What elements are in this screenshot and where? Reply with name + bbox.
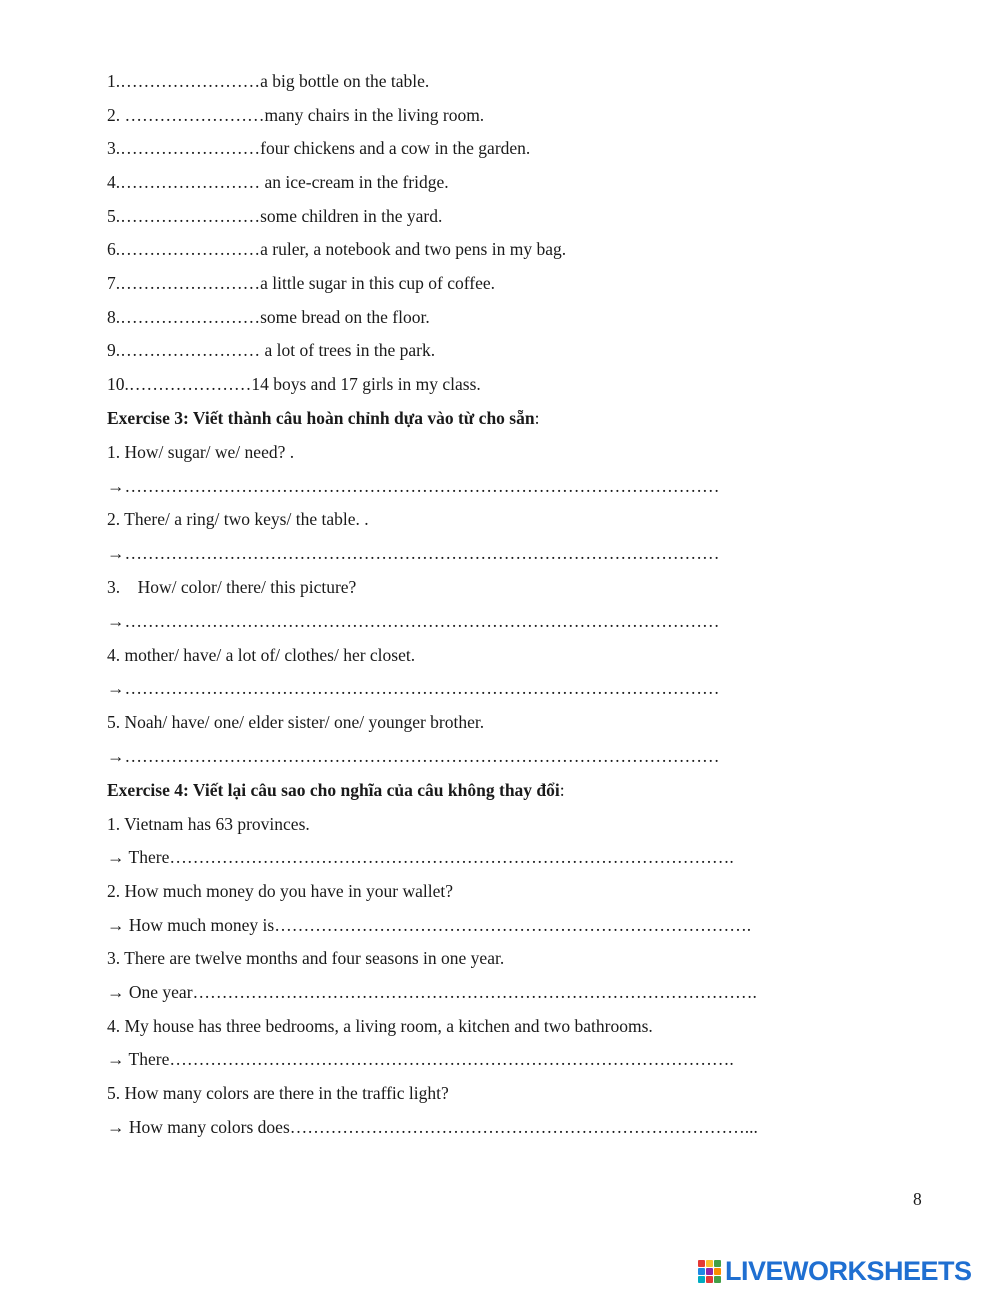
exercise4-prompt-3: 3. There are twelve months and four seasons in one year.: [107, 948, 505, 968]
logo-square: [706, 1276, 713, 1283]
exercise4-prompt-2: 2. How much money do you have in your wallet?: [107, 881, 454, 901]
exercise3-prompt-1: 1. How/ sugar/ we/ need? .: [107, 442, 295, 462]
exercise4-answer-3[interactable]: → One year…………………………………………………………………………………….: [107, 982, 757, 1002]
exercise4-prompt-5: 5. How many colors are there in the traffic light?: [107, 1083, 449, 1103]
exercise4-answer-5[interactable]: → How many colors does……………………………………………………………………...: [107, 1117, 758, 1137]
exercise2-item-10: 10.…………………14 boys and 17 girls in my class.: [107, 374, 481, 394]
exercise4-title-colon: :: [559, 780, 565, 800]
exercise4-answer-2[interactable]: → How much money is……………………………………………………………………….: [107, 915, 752, 935]
logo-square: [698, 1268, 705, 1275]
exercise3-answer-line-5[interactable]: →…………………………………………………………………………………………: [107, 746, 720, 766]
logo-square: [698, 1260, 705, 1267]
exercise3-answer-line-3[interactable]: →…………………………………………………………………………………………: [107, 611, 720, 631]
exercise2-item-5: 5.……………………some children in the yard.: [107, 206, 443, 226]
exercise4-title-text: Exercise 4: Viết lại câu sao cho nghĩa của câu không thay đổi: [107, 780, 560, 800]
liveworksheets-logo: [698, 1256, 994, 1286]
exercise3-title-colon: :: [534, 408, 540, 428]
logo-square: [706, 1268, 713, 1275]
exercise2-item-2: 2. ……………………many chairs in the living room.: [107, 105, 485, 125]
exercise3-prompt-3: 3. How/ color/ there/ this picture?: [107, 577, 357, 597]
logo-text: LIVEWORKSHEETS: [725, 1256, 972, 1286]
logo-square: [714, 1268, 721, 1275]
exercise4-answer-4[interactable]: → There…………………………………………………………………………………….: [107, 1049, 734, 1069]
exercise2-item-4: 4.…………………… an ice-cream in the fridge.: [107, 172, 449, 192]
logo-square: [714, 1260, 721, 1267]
exercise3-answer-line-4[interactable]: →…………………………………………………………………………………………: [107, 678, 720, 698]
exercise3-prompt-2: 2. There/ a ring/ two keys/ the table. .: [107, 509, 369, 529]
page-number: 8: [913, 1189, 922, 1209]
exercise4-title: [107, 778, 565, 802]
logo-square: [698, 1276, 705, 1283]
exercise3-title: [107, 406, 539, 430]
exercise3-answer-line-2[interactable]: →…………………………………………………………………………………………: [107, 543, 720, 563]
exercise4-prompt-4: 4. My house has three bedrooms, a living room, a kitchen and two bathrooms.: [107, 1016, 653, 1036]
exercise3-prompt-4: 4. mother/ have/ a lot of/ clothes/ her closet.: [107, 645, 416, 665]
exercise3-answer-line-1[interactable]: →…………………………………………………………………………………………: [107, 476, 720, 496]
exercise2-item-6: 6.……………………a ruler, a notebook and two pens in my bag.: [107, 239, 567, 259]
exercise4-prompt-1: 1. Vietnam has 63 provinces.: [107, 814, 310, 834]
exercise3-prompt-5: 5. Noah/ have/ one/ elder sister/ one/ younger brother.: [107, 712, 485, 732]
logo-squares-icon: [698, 1260, 721, 1283]
logo-square: [714, 1276, 721, 1283]
exercise2-item-1: 1.……………………a big bottle on the table.: [107, 71, 430, 91]
exercise4-answer-1[interactable]: → There…………………………………………………………………………………….: [107, 847, 734, 867]
exercise3-title-text: Exercise 3: Viết thành câu hoàn chỉnh dựa vào từ cho sẵn: [107, 408, 535, 428]
exercise2-item-8: 8.……………………some bread on the floor.: [107, 307, 430, 327]
exercise2-item-9: 9.…………………… a lot of trees in the park.: [107, 340, 436, 360]
exercise2-item-7: 7.……………………a little sugar in this cup of coffee.: [107, 273, 496, 293]
exercise2-item-3: 3.……………………four chickens and a cow in the garden.: [107, 138, 531, 158]
logo-square: [706, 1260, 713, 1267]
